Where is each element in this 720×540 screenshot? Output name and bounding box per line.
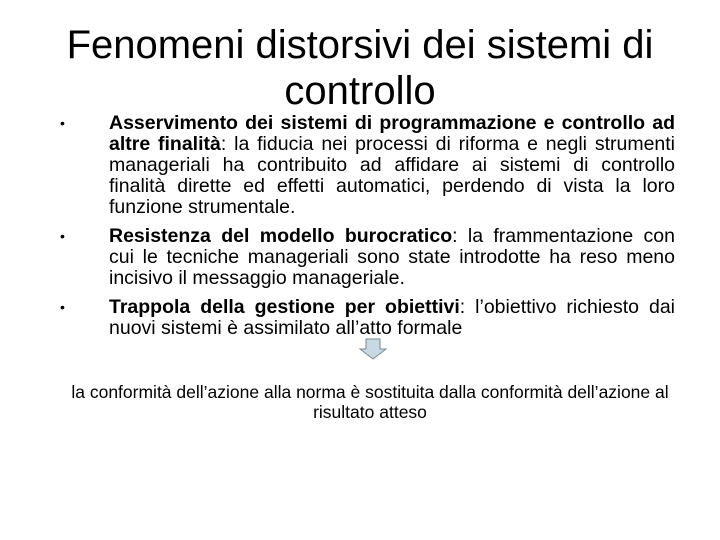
bullet-list: [0, 113, 720, 339]
bullet-item-resistenza: [0, 226, 675, 289]
conclusion-text: la conformità dell’azione alla norma è sostituita dalla conformità dell’azione al risultato atteso: [71, 382, 669, 422]
slide-title: Fenomeni distorsivi dei sistemi di controllo: [66, 23, 654, 113]
bullet-text: : la frammentazione con cui le tecniche manageriali sono state introdotte ha reso meno incisivo il messaggio manageriale.: [109, 225, 675, 289]
bullet-dot: •: [60, 228, 65, 244]
bullet-item-asservimento: [0, 113, 675, 218]
bullet-dot: •: [60, 299, 65, 315]
down-arrow-icon: [358, 338, 388, 360]
bullet-dot: •: [60, 115, 65, 131]
bullet-text: : l’obiettivo richiesto dai nuovi sistemi è assimilato all’atto formale: [109, 296, 675, 339]
bullet-term: Resistenza del modello burocratico: [109, 225, 453, 247]
bullet-item-trappola: [0, 297, 675, 339]
bullet-text: : la fiducia nei processi di riforma e negli strumenti manageriali ha contribuito ad affidare ai sistemi di controllo finalità dirette ed effetti automatici, perdendo di vista la loro funzione strumentale.: [109, 133, 676, 218]
bullet-term: Trappola della gestione per obiettivi: [109, 296, 460, 318]
bullet-term: Asservimento dei sistemi di programmazione e controllo ad altre finalità: [109, 112, 675, 155]
